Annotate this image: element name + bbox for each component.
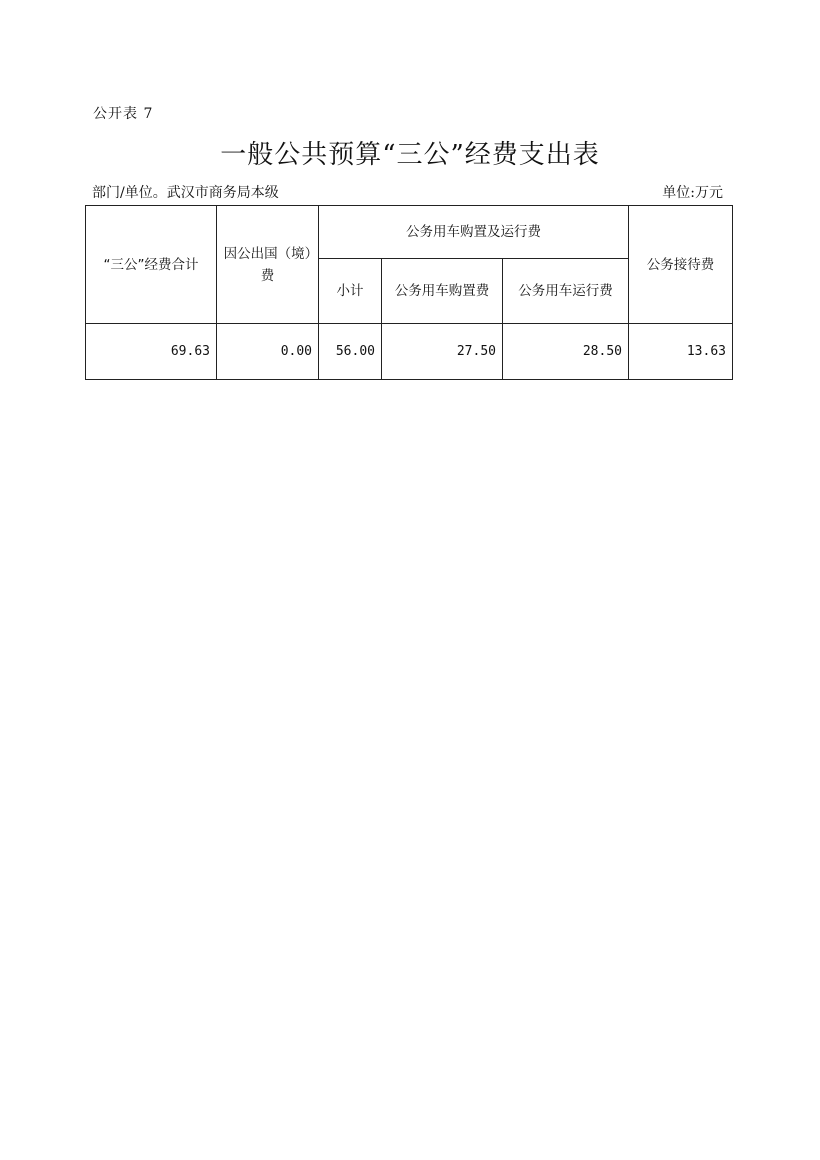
cell-vehicle-operation: 28.50 (503, 324, 629, 380)
header-reception: 公务接待费 (629, 206, 733, 324)
cell-subtotal: 56.00 (319, 324, 382, 380)
header-overseas: 因公出国（境）费 (217, 206, 319, 324)
header-vehicle-purchase: 公务用车购置费 (382, 259, 503, 324)
header-total: “三公”经费合计 (86, 206, 217, 324)
cell-overseas: 0.00 (217, 324, 319, 380)
department-label: 部门/单位。武汉市商务局本级 (92, 185, 279, 201)
cell-reception: 13.63 (629, 324, 733, 380)
header-row (86, 206, 733, 259)
cell-total: 69.63 (86, 324, 217, 380)
cell-vehicle-purchase: 27.50 (382, 324, 503, 380)
document-label: 公开表 7 (93, 106, 154, 122)
header-vehicle-group: 公务用车购置及运行费 (319, 206, 629, 259)
document-title: 一般公共预算“三公”经费支出表 (220, 140, 600, 170)
three-public-expenses-table (85, 205, 733, 380)
header-vehicle-operation: 公务用车运行费 (503, 259, 629, 324)
unit-label: 单位:万元 (662, 185, 723, 201)
header-subtotal: 小计 (319, 259, 382, 324)
table-row (86, 324, 733, 380)
